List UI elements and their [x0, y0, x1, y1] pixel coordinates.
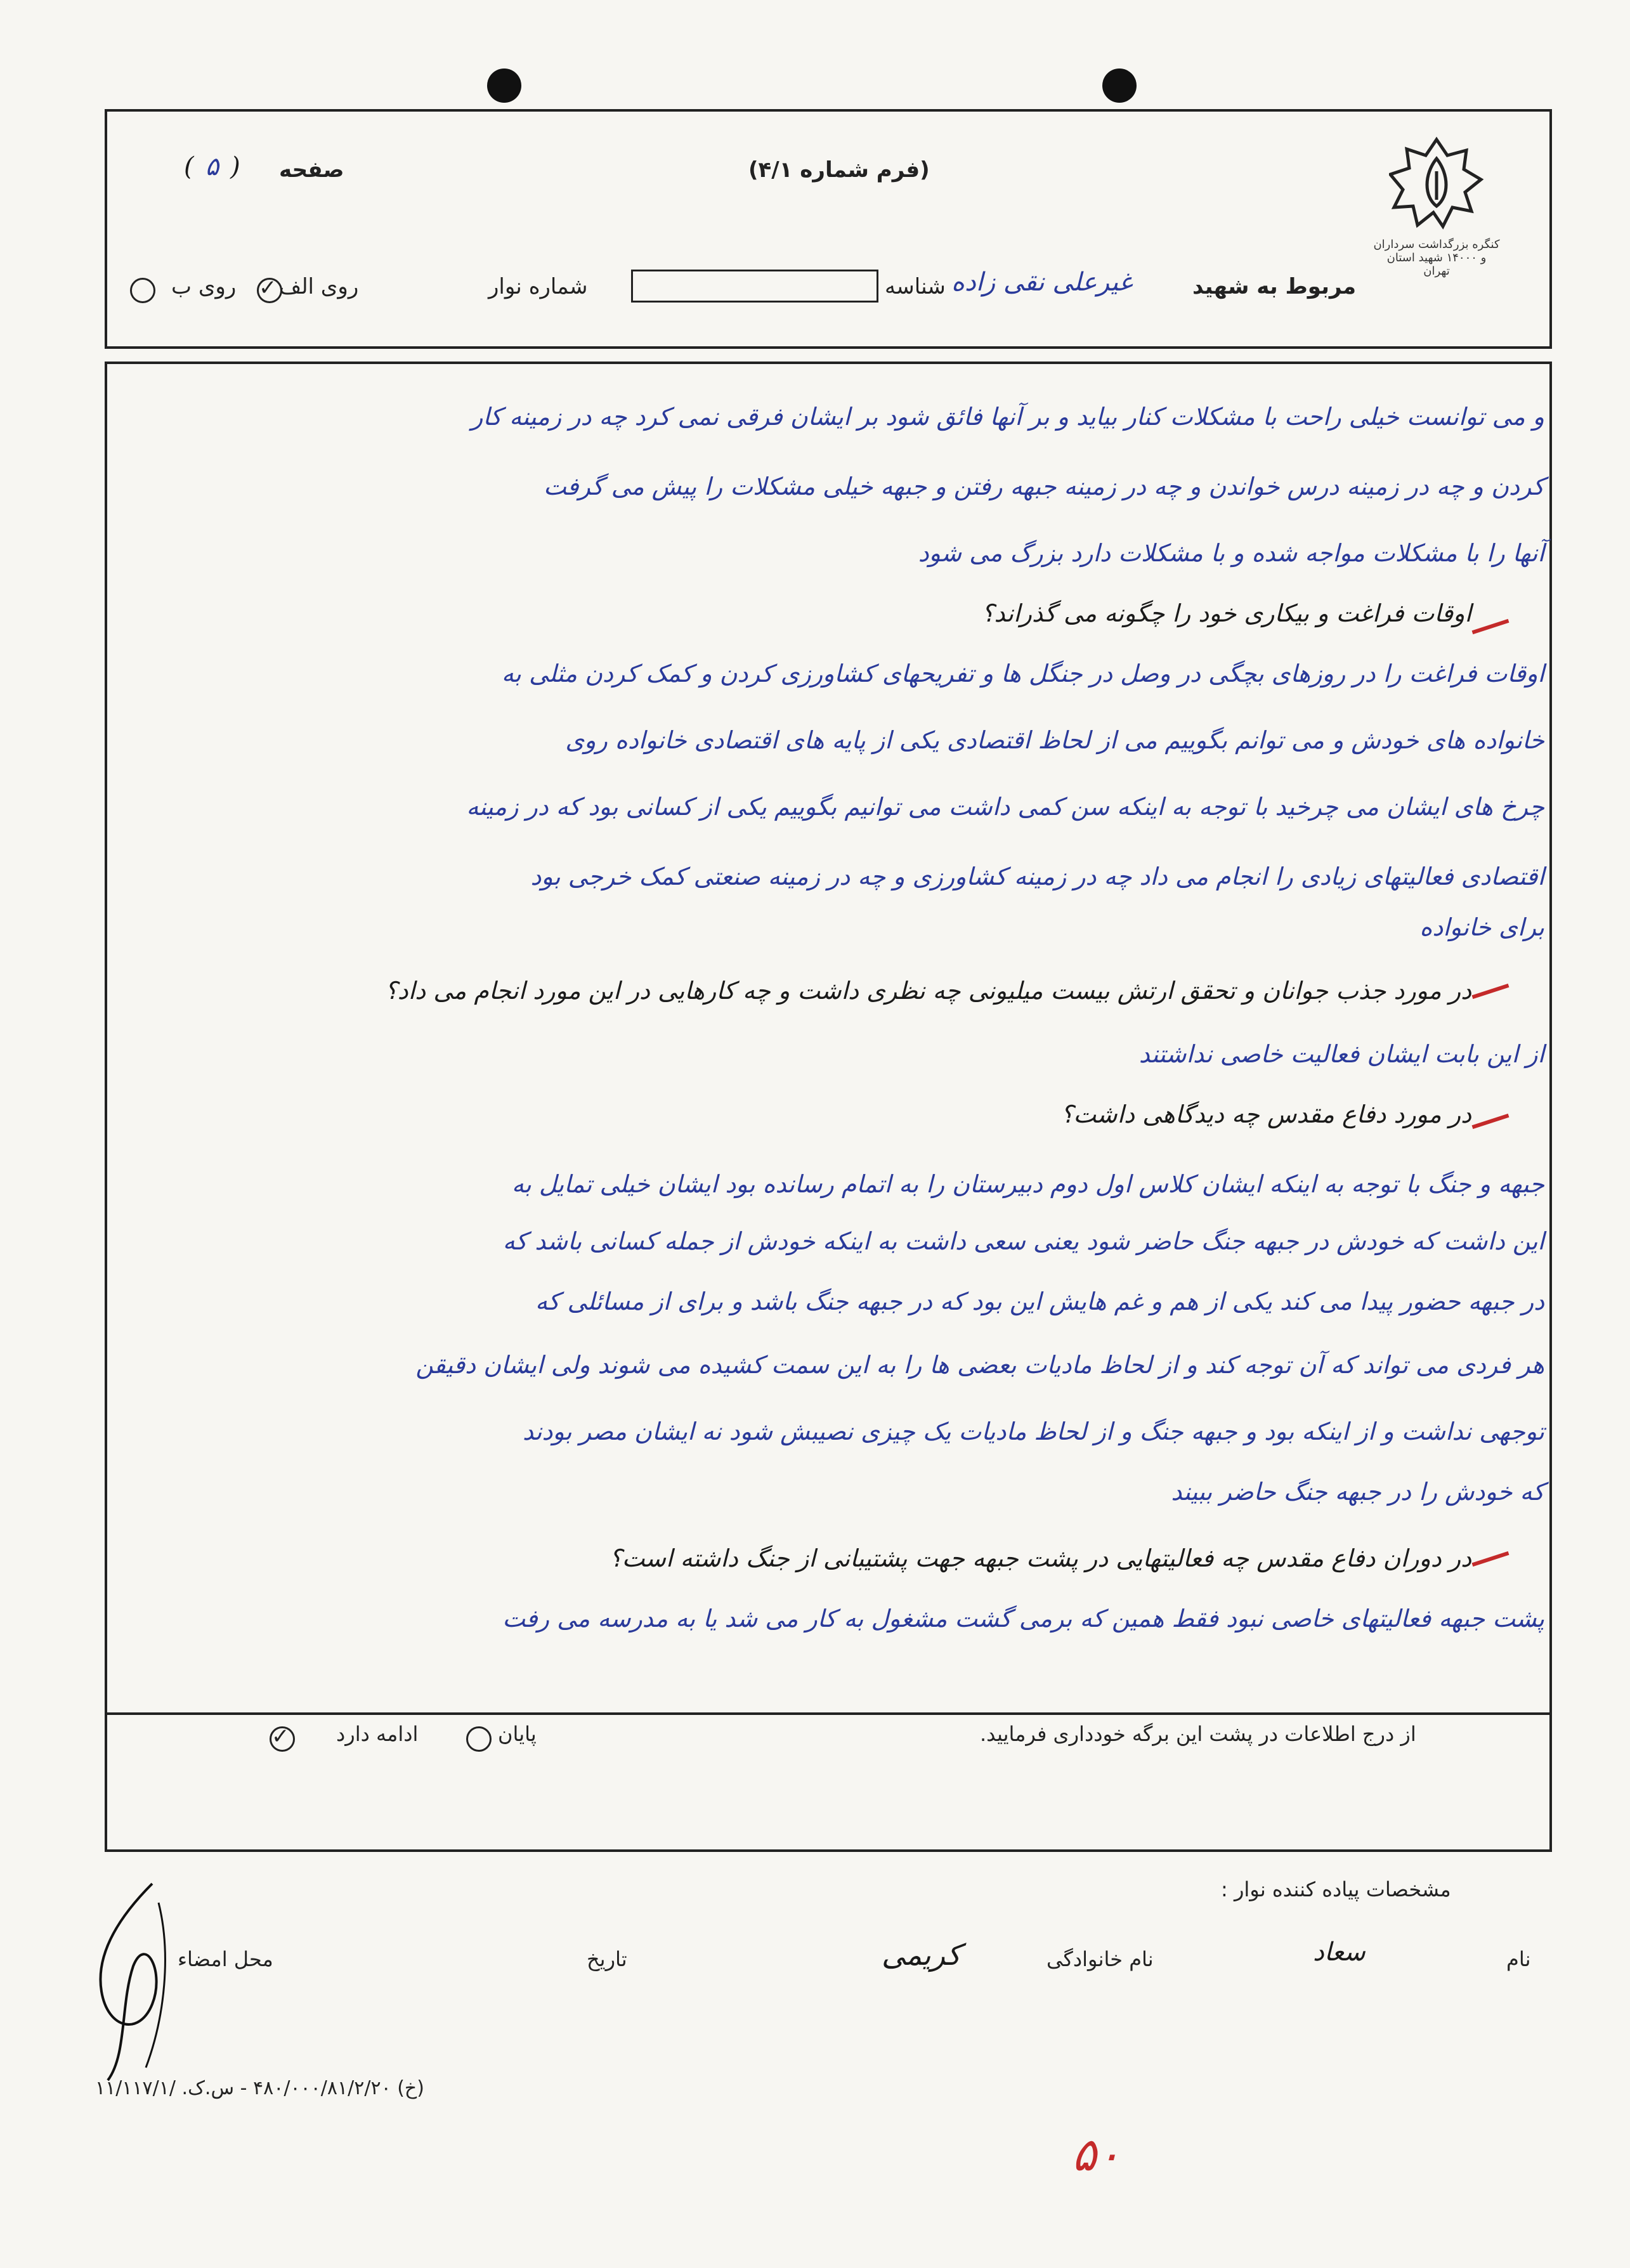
question-line: در مورد دفاع مقدس چه دیدگاهی داشت؟	[1060, 1100, 1471, 1128]
answer-line: در جبهه حضور پیدا می کند یکی از هم و غم هایش این بود که در جبهه جنگ باشد و برای از مسائلی که	[535, 1287, 1544, 1315]
archive-number: ۵۰	[1072, 2128, 1121, 2181]
question-line: اوقات فراغت و بیکاری خود را چگونه می گذراند؟	[981, 599, 1471, 627]
answer-line: اوقات فراغت را در روزهای بچگی در وصل در جنگل ها و تفریحهای کشاورزی کردن و کمک کردن مثلی به	[501, 660, 1544, 688]
answer-line: هر فردی می تواند که آن توجه کند و از لحاظ مادیات بعضی ها را به این سمت کشیده می شوند ولی ایشان دقیقن	[415, 1351, 1544, 1379]
martyr-label: مربوط به شهید	[1192, 274, 1357, 299]
answer-line: خانواده های خودش و می توانم بگوییم می از لحاظ اقتصادی یکی از پایه های اقتصادی خانواده روی	[565, 726, 1544, 754]
answer-line: جبهه و جنگ با توجه به اینکه ایشان کلاس اول دوم دبیرستان را به اتمام رسانده بود ایشان خیلی تمایل به	[511, 1170, 1544, 1198]
continues-check-icon: ✓	[271, 1724, 290, 1749]
answer-line: اقتصادی فعالیتهای زیادی را انجام می داد چه در زمینه کشاورزی و چه در زمینه صنعتی کمک خرجی بود	[530, 863, 1544, 890]
form-code: (خ) ۴۸۰/۰۰۰/۸۱/۲/۲۰ - س.ک. /۱۱/۱۱۷/۱	[95, 2077, 424, 2099]
answer-line: چرخ های ایشان می چرخید با توجه به اینکه سن کمی داشت می توانیم بگوییم یکی از کسانی بود که در زمینه	[466, 793, 1544, 821]
continues-label: ادامه دارد	[336, 1722, 419, 1746]
side-a-label: روی الف	[279, 274, 359, 299]
answer-line: توجهی نداشت و از اینکه بود و جبهه جنگ و از لحاظ مادیات یک چیزی نصیبش شود نه ایشان مصر بودند	[522, 1418, 1544, 1445]
logo-caption: کنگره بزرگداشت سرداران و ۱۴۰۰۰ شهید استان تهران	[1373, 238, 1500, 278]
answer-line: و می توانست خیلی راحت با مشکلات کنار بیاید و بر آنها فائق شود بر ایشان فرقی نمی کرد چه در زمینه کار	[471, 403, 1544, 431]
id-label: شناسه	[885, 274, 946, 299]
signature-label: محل امضاء	[178, 1947, 273, 1971]
end-radio	[466, 1726, 492, 1752]
punch-hole-right	[1102, 68, 1137, 103]
handwritten-signature	[82, 1877, 184, 2087]
answer-line: برای خانواده	[1419, 913, 1544, 941]
question-line: در مورد جذب جوانان و تحقق ارتش بیست میلیونی چه نظری داشت و چه کارهایی در این مورد انجام می داد؟	[384, 977, 1471, 1005]
tape-label: شماره نوار	[488, 274, 588, 299]
page-label: صفحه	[279, 157, 344, 183]
transcriber-title: مشخصات پیاده کننده نوار :	[1221, 1877, 1451, 1901]
date-label: تاریخ	[587, 1947, 627, 1971]
form-title: (فرم شماره ۴/۱)	[748, 157, 930, 183]
page-number-value: ۵	[205, 152, 219, 181]
punch-hole-left	[487, 68, 521, 103]
answer-line: کردن و چه در زمینه درس خواندن و چه در زمینه جبهه رفتن و جبهه خیلی مشکلات را پیش می گرفت	[543, 472, 1544, 500]
answer-line: که خودش را در جبهه جنگ حاضر ببیند	[1171, 1478, 1544, 1506]
question-line: در دوران دفاع مقدس چه فعالیتهایی در پشت جبهه جهت پشتیبانی از جنگ داشته است؟	[609, 1544, 1471, 1572]
answer-line: این داشت که خودش در جبهه جنگ حاضر شود یعنی سعی داشت به اینکه خودش از جمله کسانی باشد که	[502, 1227, 1544, 1255]
name-value: سعاد	[1313, 1938, 1366, 1967]
name-label: نام	[1506, 1947, 1531, 1971]
answer-line: از این بابت ایشان فعالیت خاصی نداشتند	[1138, 1040, 1544, 1068]
surname-value: کریمی	[882, 1938, 962, 1972]
organization-logo	[1389, 136, 1484, 231]
martyr-name: غیرعلی نقی زاده	[951, 268, 1132, 297]
end-label: پایان	[498, 1722, 537, 1746]
header-frame	[105, 109, 1552, 349]
side-b-radio	[130, 278, 155, 303]
back-notice: از درج اطلاعات در پشت این برگه خودداری فرمایید.	[980, 1722, 1416, 1746]
side-a-check-icon: ✓	[259, 275, 277, 301]
footer-divider	[105, 1712, 1552, 1715]
id-field	[631, 270, 878, 303]
answer-line: پشت جبهه فعالیتهای خاصی نبود فقط همین که برمی گشت مشغول به کار می شد یا به مدرسه می رفت	[502, 1605, 1544, 1633]
surname-label: نام خانوادگی	[1046, 1947, 1154, 1971]
side-b-label: روی ب	[171, 274, 237, 299]
answer-line: آنها را با مشکلات مواجه شده و با مشکلات دارد بزرگ می شود	[918, 539, 1544, 567]
page-number: (۵)	[184, 152, 240, 181]
